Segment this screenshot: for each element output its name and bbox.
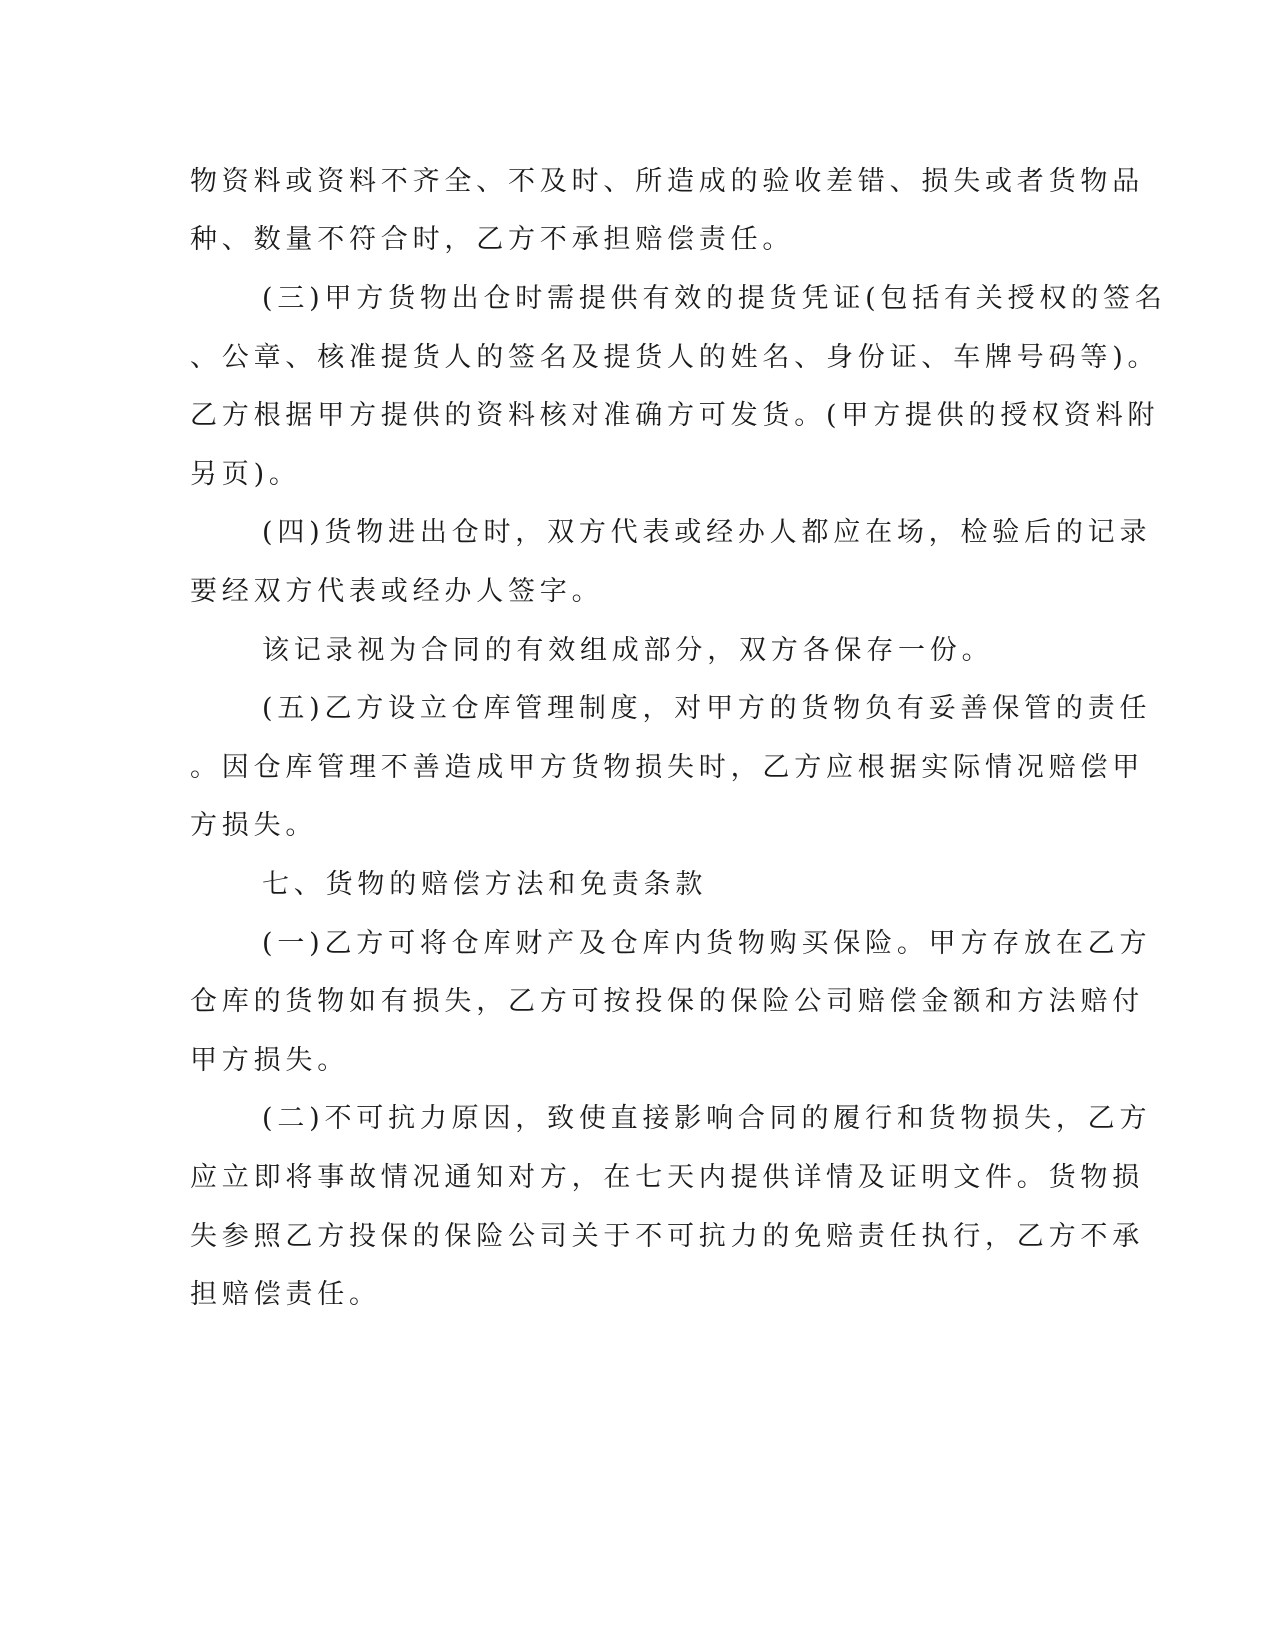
paragraph-start-line: (二)不可抗力原因，致使直接影响合同的履行和货物损失，乙方 <box>262 1103 1152 1134</box>
text-line: 。因仓库管理不善造成甲方货物损失时，乙方应根据实际情况赔偿甲 <box>190 752 1144 783</box>
text-line: 方损失。 <box>190 810 318 841</box>
paragraph-start-line: 该记录视为合同的有效组成部分，双方各保存一份。 <box>262 635 994 666</box>
text-line: 失参照乙方投保的保险公司关于不可抗力的免赔责任执行，乙方不承 <box>190 1221 1144 1252</box>
text-line: 甲方损失。 <box>190 1045 349 1076</box>
text-line: 种、数量不符合时，乙方不承担赔偿责任。 <box>190 224 795 255</box>
text-line: 仓库的货物如有损失，乙方可按投保的保险公司赔偿金额和方法赔付 <box>190 986 1144 1017</box>
paragraph-start-line: (四)货物进出仓时，双方代表或经办人都应在场，检验后的记录 <box>262 517 1152 548</box>
text-line: 要经双方代表或经办人签字。 <box>190 576 604 607</box>
text-line: 应立即将事故情况通知对方，在七天内提供详情及证明文件。货物损 <box>190 1162 1144 1193</box>
text-line: 、公章、核准提货人的签名及提货人的姓名、身份证、车牌号码等)。 <box>190 342 1160 373</box>
paragraph-start-line: (一)乙方可将仓库财产及仓库内货物购买保险。甲方存放在乙方 <box>262 928 1152 959</box>
text-line: 物资料或资料不齐全、不及时、所造成的验收差错、损失或者货物品 <box>190 166 1144 197</box>
paragraph-start-line: (五)乙方设立仓库管理制度，对甲方的货物负有妥善保管的责任 <box>262 693 1152 724</box>
text-line: 担赔偿责任。 <box>190 1279 381 1310</box>
paragraph-start-line: (三)甲方货物出仓时需提供有效的提货凭证(包括有关授权的签名 <box>262 283 1167 314</box>
text-line: 另页)。 <box>190 459 301 490</box>
text-line: 乙方根据甲方提供的资料核对准确方可发货。(甲方提供的授权资料附 <box>190 400 1160 431</box>
section-heading: 七、货物的赔偿方法和免责条款 <box>262 869 708 900</box>
